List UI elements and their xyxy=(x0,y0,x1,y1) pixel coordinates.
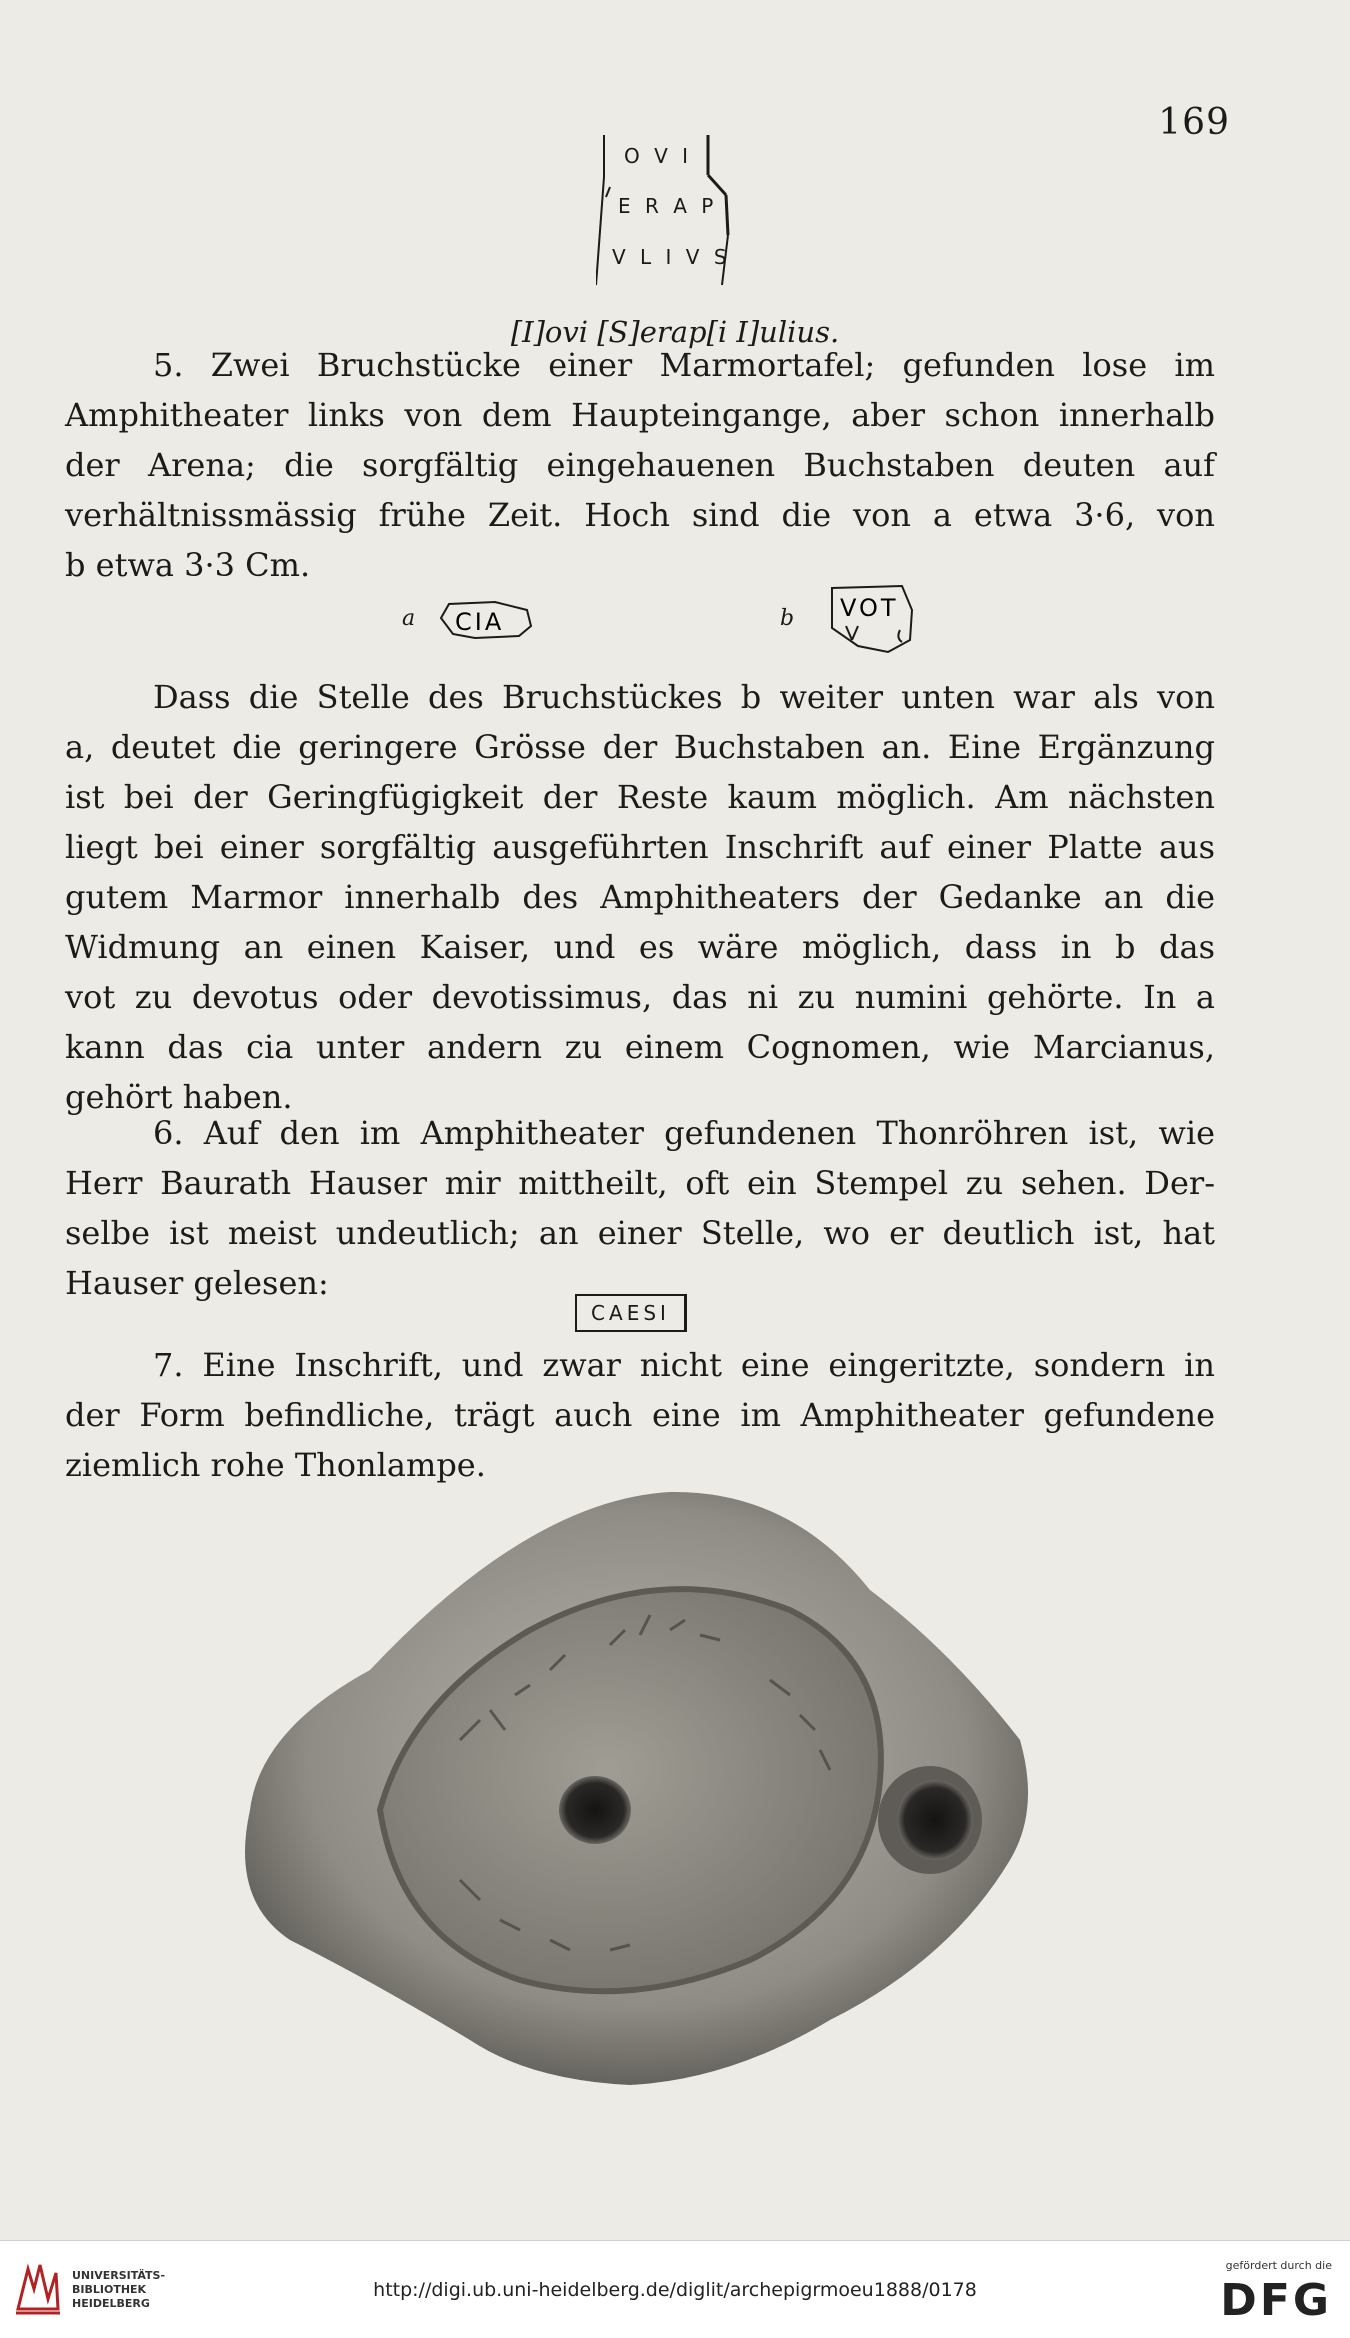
text-line: ist bei der Geringfügigkeit der Reste kaum möglich. Am nächsten xyxy=(65,778,1215,816)
footer-bar xyxy=(0,2240,1350,2338)
text-line: gehört haben. xyxy=(65,1078,293,1116)
paragraph-6 xyxy=(65,1108,1215,1308)
paragraph-7 xyxy=(65,1340,1215,1490)
fragment-a-drawing xyxy=(435,596,535,646)
text-line: selbe ist meist undeutlich; an einer Stelle, wo er deutlich ist, hat xyxy=(65,1214,1215,1252)
inscription-line: O V I xyxy=(624,144,693,168)
paragraph-fragments-discussion xyxy=(65,672,1215,1122)
fragment-b-text: VOT xyxy=(840,594,899,622)
text-line: verhältnissmässig frühe Zeit. Hoch sind die von a etwa 3·6, von xyxy=(65,496,1215,534)
permalink-url[interactable]: http://digi.ub.uni-heidelberg.de/diglit/archepigrmoeu1888/0178 xyxy=(373,2279,977,2301)
text-line: b etwa 3·3 Cm. xyxy=(65,546,311,584)
text-line: ziemlich rohe Thonlampe. xyxy=(65,1446,486,1484)
text-line: 7. Eine Inschrift, und zwar nicht eine eingeritzte, sondern in xyxy=(153,1346,1215,1384)
text-line: Dass die Stelle des Bruchstückes b weiter unten war als von xyxy=(153,678,1215,716)
fragment-b-drawing xyxy=(818,580,918,660)
university-name-line: BIBLIOTHEK xyxy=(72,2283,147,2296)
fragments-row xyxy=(0,590,1350,660)
funding-note: gefördert durch die xyxy=(1225,2259,1332,2272)
text-line: 6. Auf den im Amphitheater gefundenen Thonröhren ist, wie xyxy=(153,1114,1215,1152)
text-line: vot zu devotus oder devotissimus, das ni zu numini gehörte. In a xyxy=(65,978,1215,1016)
fragment-b-label: b xyxy=(780,606,795,631)
dfg-logo: DFG xyxy=(1220,2275,1332,2326)
text-line: gutem Marmor innerhalb des Amphitheaters der Gedanke an die xyxy=(65,878,1215,916)
text-line: Amphitheater links von dem Haupteingange, aber schon innerhalb xyxy=(65,396,1215,434)
fragment-a-text: CIA xyxy=(455,608,505,636)
inscription-line: E R A P xyxy=(618,194,718,218)
text-line: Herr Baurath Hauser mir mittheilt, oft ein Stempel zu sehen. Der- xyxy=(65,1164,1215,1202)
text-line: Widmung an einen Kaiser, und es wäre möglich, dass in b das xyxy=(65,928,1215,966)
text-line: 5. Zwei Bruchstücke einer Marmortafel; gefunden lose im xyxy=(153,346,1215,384)
inscription-line: V L I V S xyxy=(612,245,731,269)
paragraph-5 xyxy=(65,340,1215,590)
text-line: liegt bei einer sorgfältig ausgeführten Inschrift auf einer Platte aus xyxy=(65,828,1215,866)
text-line: der Form befindliche, trägt auch eine im Amphitheater gefundene xyxy=(65,1396,1215,1434)
page-number: 169 xyxy=(1158,102,1230,143)
text-line: kann das cia unter andern zu einem Cognomen, wie Marcianus, xyxy=(65,1028,1215,1066)
university-name-line: HEIDELBERG xyxy=(72,2297,150,2310)
inscription-drawing xyxy=(596,135,736,293)
fragment-a-label: a xyxy=(402,606,416,631)
university-name-line: UNIVERSITÄTS- xyxy=(72,2269,166,2282)
clay-lamp-photo xyxy=(230,1480,1050,2100)
stamp-box: CAESI xyxy=(575,1294,687,1332)
inscription-caption: [I]ovi [S]erap[i I]ulius. xyxy=(510,315,840,349)
text-line: Hauser gelesen: xyxy=(65,1264,329,1302)
text-line: der Arena; die sorgfältig eingehauenen Buchstaben deuten auf xyxy=(65,446,1215,484)
text-line: a, deutet die geringere Grösse der Buchstaben an. Eine Ergänzung xyxy=(65,728,1215,766)
